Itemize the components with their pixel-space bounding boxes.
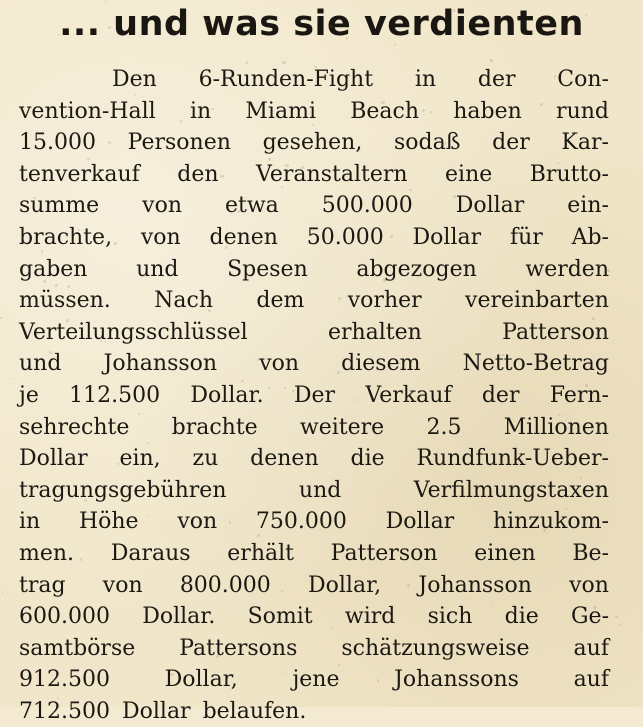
paper-speck <box>607 269 610 272</box>
paper-speck <box>285 164 288 167</box>
paper-speck <box>105 1 106 2</box>
paper-speck <box>33 197 35 199</box>
article-line: brachte, von denen 50.000 Dollar für Ab- <box>19 224 609 250</box>
paper-speck <box>257 359 259 361</box>
paper-speck <box>80 558 82 560</box>
article-line: Den 6-Runden-Fight in der Con- <box>112 67 609 92</box>
article-line: Dollar ein, zu denen die Rundfunk-Ueber- <box>19 446 609 472</box>
paper-speck <box>66 319 69 322</box>
paper-speck <box>84 499 86 501</box>
paper-speck <box>284 387 286 389</box>
paper-speck <box>78 229 80 231</box>
paper-speck <box>383 278 386 281</box>
paper-speck <box>397 70 398 71</box>
headline: ... und was sie verdienten <box>59 4 584 44</box>
paper-speck <box>195 304 196 305</box>
paper-speck <box>615 616 618 619</box>
paper-speck <box>229 521 232 524</box>
paper-speck <box>216 655 219 658</box>
paper-speck <box>284 673 285 674</box>
article-line: tenverkauf den Veranstaltern eine Brutto- <box>19 161 609 187</box>
paper-speck <box>619 624 621 626</box>
paper-speck <box>562 415 563 416</box>
paper-speck <box>318 495 320 497</box>
paper-speck <box>312 323 313 324</box>
article-line: trag von 800.000 Dollar, Johansson von <box>19 572 609 598</box>
paper-speck <box>474 215 476 217</box>
paper-speck <box>453 195 456 198</box>
paper-speck <box>331 627 333 629</box>
article-line: und Johansson von diesem Netto-Betrag <box>19 351 609 377</box>
paper-speck <box>554 75 556 77</box>
article-line: 15.000 Personen gesehen, sodaß der Kar- <box>19 130 609 156</box>
paper-speck <box>268 158 270 160</box>
paper-speck <box>268 387 269 388</box>
article-line: 912.500 Dollar, jene Johanssons auf <box>19 667 609 693</box>
paper-speck <box>430 111 432 113</box>
article-line: samtbörse Pattersons schätzungsweise auf <box>19 635 609 661</box>
paper-speck <box>422 109 425 112</box>
paper-speck <box>359 81 361 83</box>
paper-speck <box>585 14 587 16</box>
paper-speck <box>87 158 90 161</box>
article-line: men. Daraus erhält Patterson einen Be- <box>19 540 609 566</box>
article-line: summe von etwa 500.000 Dollar ein- <box>19 193 609 219</box>
paper-speck <box>394 44 396 46</box>
paper-speck <box>241 380 243 382</box>
paper-speck <box>189 557 191 559</box>
paper-speck <box>250 582 251 583</box>
paper-speck <box>356 399 358 401</box>
paper-speck <box>2 592 3 593</box>
paper-speck <box>540 103 543 106</box>
article-line: in Höhe von 750.000 Dollar hinzukom- <box>19 509 609 535</box>
paper-speck <box>237 210 240 213</box>
article-line: gaben und Spesen abgezogen werden <box>19 256 609 282</box>
article-line: tragungsgebühren und Verfilmungstaxen <box>19 477 609 503</box>
article-line: sehrechte brachte weitere 2.5 Millionen <box>19 414 609 440</box>
paper-speck <box>0 317 2 319</box>
paper-speck <box>220 175 223 178</box>
paper-speck <box>171 673 174 676</box>
paper-speck <box>202 15 204 17</box>
paper-speck <box>346 37 349 40</box>
article-line: vention-Hall in Miami Beach haben rund <box>19 98 609 124</box>
article-line: 712.500 Dollar belaufen. <box>19 698 307 724</box>
paper-speck <box>41 250 43 252</box>
paper-speck <box>13 378 14 379</box>
paper-speck <box>226 58 227 59</box>
article-line: Verteilungsschlüssel erhalten Patterson <box>19 319 609 345</box>
paper-speck <box>453 491 454 492</box>
paper-speck <box>108 141 111 144</box>
paper-speck <box>282 61 285 64</box>
article-line: müssen. Nach dem vorher vereinbarten <box>19 288 609 314</box>
paper-speck <box>417 276 419 278</box>
article-line: 600.000 Dollar. Somit wird sich die Ge- <box>19 604 609 630</box>
paper-speck <box>58 34 60 36</box>
paper-speck <box>118 463 120 465</box>
article-line: je 112.500 Dollar. Der Verkauf der Fern- <box>19 382 609 408</box>
paper-speck <box>43 280 46 283</box>
paper-speck <box>381 101 384 104</box>
paper-speck <box>626 573 628 575</box>
paper-speck <box>593 606 596 609</box>
paper-speck <box>329 25 332 28</box>
paper-speck <box>49 351 52 354</box>
paper-speck <box>257 534 260 537</box>
paper-speck <box>484 318 485 319</box>
paper-speck <box>490 59 493 62</box>
article-body <box>19 64 609 727</box>
paper-speck <box>242 649 243 650</box>
paper-speck <box>55 284 58 287</box>
paper-speck <box>205 20 208 23</box>
paper-speck <box>592 317 595 320</box>
paper-speck <box>410 390 413 393</box>
paper-speck <box>135 94 136 95</box>
